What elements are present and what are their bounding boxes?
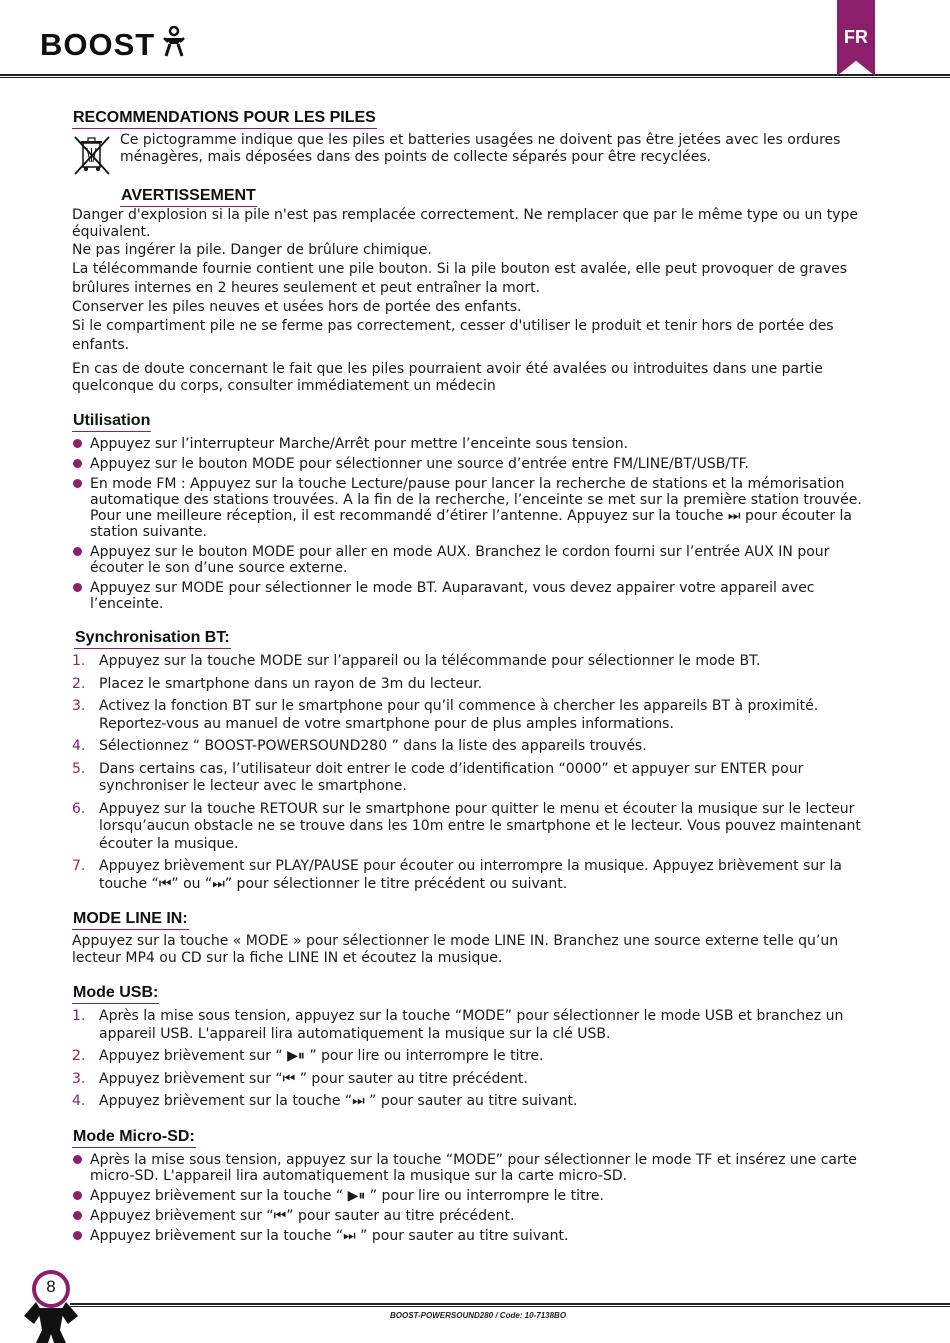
pictogram-text: Ce pictogramme indique que les piles et batteries usagées ne doivent pas être jetées avec les ordures ménagères, mais déposées dans des points de collecte séparés pour être recyclées. <box>120 132 841 165</box>
bullet-icon <box>73 1211 82 1220</box>
utilisation-heading: Utilisation <box>72 411 151 432</box>
list-item: 3. Appuyez brièvement sur “⏮ ” pour sauter au titre précédent. <box>72 1070 528 1087</box>
page-number: 8 <box>46 1277 56 1296</box>
footer-divider <box>70 1303 950 1307</box>
list-item: 4. Sélectionnez “ BOOST-POWERSOUND280 ” dans la liste des appareils trouvés. <box>72 738 647 754</box>
list-item: 4. Appuyez brièvement sur la touche “⏭ ” pour sauter au titre suivant. <box>72 1093 578 1109</box>
list-item: Appuyez brièvement sur la touche “⏭ ” pour sauter au titre suivant. <box>72 1228 884 1244</box>
footer-code: BOOST-POWERSOUND280 / Code: 10-7138BO <box>390 1311 567 1320</box>
list-item: Appuyez sur le bouton MODE pour aller en mode AUX. Branchez le cordon fourni sur l’entrée AUX IN pour écouter le son d’une source externe. <box>72 544 884 576</box>
brand-logo: BOOST <box>40 27 156 62</box>
line-in-section <box>72 909 884 967</box>
bullet-icon <box>73 1155 82 1164</box>
list-item: 3. Activez la fonction BT sur le smartphone pour qu’il commence à chercher les appareils BT à proximité. Reportez-vous au manuel de votre smartphone pour de plus amples informations. <box>72 698 819 732</box>
list-item: Appuyez sur l’interrupteur Marche/Arrêt pour mettre l’enceinte sous tension. <box>72 436 884 452</box>
header-divider <box>0 74 950 78</box>
list-item: 5. Dans certains cas, l’utilisateur doit entrer le code d’identification “0000” et appuyer sur ENTER pour synchroniser le lecteur avec le smartphone. <box>72 760 804 794</box>
list-item: 7. Appuyez brièvement sur PLAY/PAUSE pour écouter ou interrompre la musique. Appuyez brièvement sur la touche “⏮” ou “⏭” pour sélectionner le titre précédent ou suivant. <box>72 858 842 892</box>
bullet-icon <box>73 439 82 448</box>
list-item: 2. Appuyez brièvement sur “ ▶⏸ ” pour lire ou interrompre le titre. <box>72 1048 544 1064</box>
battery-heading: RECOMMENDATIONS POUR LES PILES <box>72 108 377 129</box>
list-item: 6. Appuyez sur la touche RETOUR sur le smartphone pour quitter le menu et écouter la musique sur le lecteur lorsqu’aucun obstacle ne se trouve dans les 10m entre le smartphone et le lecteur. Vous pouvez maintenant écouter la musique. <box>72 800 861 852</box>
usb-heading: Mode USB: <box>72 983 159 1004</box>
usb-steps <box>72 1008 884 1111</box>
list-item: Appuyez sur le bouton MODE pour sélectionner une source d’entrée entre FM/LINE/BT/USB/TF. <box>72 456 884 472</box>
page-content <box>72 108 884 1248</box>
list-item: En mode FM : Appuyez sur la touche Lecture/pause pour lancer la recherche de stations et la mémorisation automatique des stations trouvées. A la fin de la recherche, l’enceinte se met sur la première station trouvée. Pour une meilleure réception, il est recommandé d’étirer l’antenne. Appuyez sur la touche ⏭ pour écouter la station suivante. <box>72 476 884 540</box>
usb-section <box>72 983 884 1111</box>
bullet-icon <box>73 547 82 556</box>
warning-line: Danger d'explosion si la pile n'est pas remplacée correctement. Ne remplacer que par le même type ou un type équivalent. <box>72 207 858 240</box>
bullet-icon <box>73 479 82 488</box>
list-item: Après la mise sous tension, appuyez sur la touche “MODE” pour sélectionner le mode TF et insérez une carte micro-SD. L'appareil lira automatiquement la musique sur la carte micro-SD. <box>72 1152 884 1184</box>
list-item: 1. Après la mise sous tension, appuyez sur la touche “MODE” pour sélectionner le mode USB et branchez un appareil USB. L'appareil lira automatiquement la musique sur la clé USB. <box>72 1008 844 1042</box>
warning-line: Conserver les piles neuves et usées hors de portée des enfants. <box>72 299 522 315</box>
doubt-text: En cas de doute concernant le fait que les piles pourraient avoir été avalées ou introduites dans une partie quelconque du corps, consulter immédiatement un médecin <box>72 361 823 394</box>
bullet-icon <box>73 459 82 468</box>
bullet-icon <box>73 583 82 592</box>
list-item: Appuyez sur MODE pour sélectionner le mode BT. Auparavant, vous devez appairer votre appareil avec l’enceinte. <box>72 580 884 612</box>
warning-heading: AVERTISSEMENT <box>120 186 257 207</box>
list-item: Appuyez brièvement sur “⏮” pour sauter au titre précédent. <box>72 1208 884 1224</box>
warning-text <box>72 207 884 395</box>
line-in-heading: MODE LINE IN: <box>72 909 189 930</box>
bullet-icon <box>73 1191 82 1200</box>
utilisation-section <box>72 411 884 612</box>
boost-mascot-icon <box>162 26 186 58</box>
bullet-icon <box>73 1231 82 1240</box>
battery-pictogram-block <box>72 132 884 176</box>
utilisation-list <box>72 436 884 612</box>
microsd-heading: Mode Micro-SD: <box>72 1127 196 1148</box>
crossed-out-wheelie-bin-icon <box>72 134 112 176</box>
warning-line: Ne pas ingérer la pile. Danger de brûlure chimique. <box>72 242 432 258</box>
list-item: Appuyez brièvement sur la touche “ ▶⏸ ” pour lire ou interrompre le titre. <box>72 1188 884 1204</box>
list-item: 1. Appuyez sur la touche MODE sur l’appareil ou la télécommande pour sélectionner le mode BT. <box>72 653 761 669</box>
line-in-text: Appuyez sur la touche « MODE » pour sélectionner le mode LINE IN. Branchez une source externe telle qu’un lecteur MP4 ou CD sur la fiche LINE IN et écoutez la musique. <box>72 933 839 966</box>
bt-sync-steps <box>72 653 884 893</box>
language-label: FR <box>844 27 868 47</box>
list-item: 2. Placez le smartphone dans un rayon de 3m du lecteur. <box>72 675 483 692</box>
microsd-section <box>72 1127 884 1244</box>
warning-line: Si le compartiment pile ne se ferme pas correctement, cesser d'utiliser le produit et tenir hors de portée des enfants. <box>72 318 834 353</box>
microsd-list <box>72 1152 884 1244</box>
page-header <box>0 0 950 82</box>
bt-sync-section <box>72 628 884 893</box>
bt-sync-heading: Synchronisation BT: <box>74 628 231 649</box>
warning-line: La télécommande fournie contient une pile bouton. Si la pile bouton est avalée, elle peut provoquer de graves brûlures internes en 2 heures seulement et peut entraîner la mort. <box>72 261 848 296</box>
